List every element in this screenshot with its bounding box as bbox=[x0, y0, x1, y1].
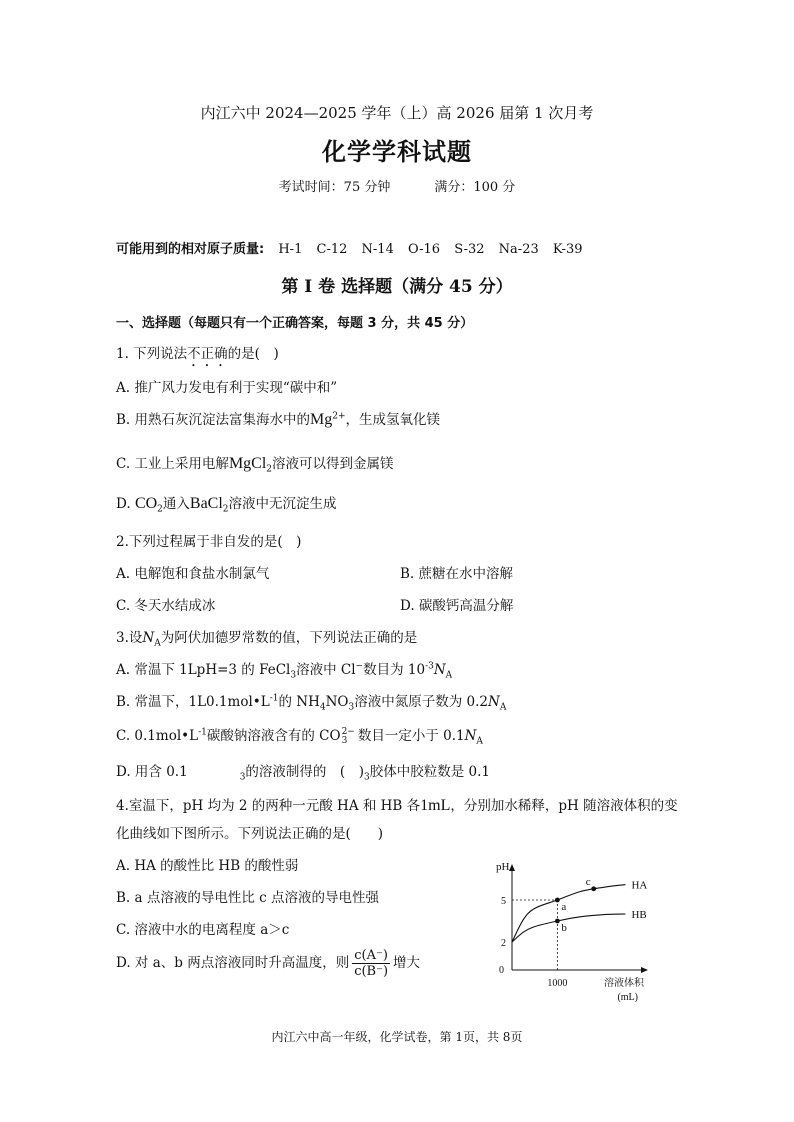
q3-option-b: B. 常温下，$1L0.1mol•L^{-1}$的 $NH_4NO_3$溶液中氮原子数为 $0.2N_A$ bbox=[116, 693, 507, 713]
y-tick-label: 5 bbox=[501, 896, 506, 907]
section-subtitle: 一、选择题（每题只有一个正确答案，每题 3 分，共 45 分） bbox=[116, 316, 474, 331]
q1-stem: 1. 下列说法不正确的是( ) bbox=[116, 346, 279, 362]
point-label-a: a bbox=[561, 901, 567, 913]
page-footer: 内江六中高一年级，化学试卷，第 1页，共 8页 bbox=[271, 1030, 523, 1044]
mass-item: S-32 bbox=[454, 242, 485, 257]
q2-option-c: C. 冬天水结成冰 bbox=[116, 598, 216, 614]
mass-item: N-14 bbox=[361, 242, 394, 257]
series-line-ha bbox=[512, 885, 625, 942]
chart-guides bbox=[512, 900, 557, 970]
q3-option-c: C. $0.1mol•L^{-1}$碳酸钠溶液含有的 CO 2− 3 数目一定小于 $0.1N_A$ bbox=[116, 726, 483, 747]
school-header: 内江六中 2024—2025 学年（上）高 2026 届第 1 次月考 bbox=[200, 104, 594, 122]
data-point-b bbox=[555, 919, 560, 924]
mass-item: K-39 bbox=[552, 242, 583, 257]
x-axis-label: 溶液体积 bbox=[604, 978, 644, 989]
q2-option-d: D. 碳酸钙高温分解 bbox=[400, 598, 514, 614]
q4-stem-line2: 化曲线如下图所示。下列说法正确的是( ) bbox=[116, 826, 384, 842]
q4-option-d: D. 对 a、b 两点溶液同时升高温度，则 $\frac{c(A^-)}{c(B^-)}$ 增大 bbox=[116, 948, 421, 979]
y-axis-label: pH bbox=[496, 861, 510, 873]
section-title: 第 Ⅰ 卷 选择题（满分 45 分） bbox=[281, 277, 513, 297]
page-title: 化学学科试题 bbox=[322, 137, 472, 166]
q1-option-c: C. 工业上采用电解MgCl$_2$溶液可以得到金属镁 bbox=[116, 455, 394, 475]
atomic-mass-label: 可能用到的相对原子质量: bbox=[116, 242, 265, 257]
exam-score: 满分：100 分 bbox=[434, 180, 516, 195]
y-axis-arrow bbox=[509, 864, 515, 871]
exam-time: 考试时间：75 分钟 bbox=[278, 180, 391, 195]
mass-item: H-1 bbox=[278, 242, 303, 257]
x-unit-label: (mL) bbox=[617, 992, 638, 1003]
q4-option-a: A. HA 的酸性比 HB 的酸性弱 bbox=[116, 858, 299, 874]
mass-item: O-16 bbox=[407, 242, 441, 257]
q2-stem: 2.下列过程属于非自发的是( ) bbox=[116, 534, 302, 550]
exam-info bbox=[0, 176, 794, 195]
series-line-hb bbox=[512, 914, 625, 942]
q1-option-a: A. 推广风力发电有利于实现“碳中和” bbox=[116, 380, 338, 396]
data-point-a bbox=[555, 898, 560, 903]
q1-option-b: B. 用熟石灰沉淀法富集海水中的$Mg^{2+}$，生成氢氧化镁 bbox=[116, 411, 441, 428]
q3-option-d: D. 用含 0.1 $_3$的溶液制得的 ( )$_3$胶体中胶粒数是 0.1 bbox=[116, 764, 490, 783]
y-tick-label: 2 bbox=[501, 938, 506, 949]
chart-labels bbox=[496, 861, 647, 1003]
mass-item: C-12 bbox=[316, 242, 348, 257]
atomic-mass-line bbox=[116, 238, 583, 257]
q4-option-b: B. a 点溶液的导电性比 c 点溶液的导电性强 bbox=[116, 890, 379, 906]
q4-option-c: C. 溶液中水的电离程度 a＞c bbox=[116, 922, 290, 938]
emphasis-text: 不正确 bbox=[187, 346, 228, 362]
q2-option-a: A. 电解饱和食盐水制氯气 bbox=[116, 566, 270, 582]
x-axis-arrow bbox=[641, 967, 648, 973]
q3-stem: 3.设$N_A$为阿伏加德罗常数的值，下列说法正确的是 bbox=[116, 630, 418, 649]
x-tick-label: 1000 bbox=[547, 978, 568, 989]
q1-option-d: D. $CO_2$通入BaCl$_2$溶液中无沉淀生成 bbox=[116, 495, 337, 515]
q2-option-b: B. 蔗糖在水中溶解 bbox=[400, 566, 514, 582]
q4-stem-line1: 4.室温下，pH 均为 2 的两种一元酸 HA 和 HB 各1mL，分别加水稀释，pH 随溶液体积的变 bbox=[116, 797, 678, 814]
chart-axes bbox=[509, 864, 648, 973]
origin-label: 0 bbox=[499, 965, 504, 976]
series-label-hb: HB bbox=[631, 909, 647, 921]
point-label-c: c bbox=[585, 875, 591, 888]
q3-option-a: A. 常温下 1LpH=3 的 FeCl$_3$溶液中 Cl−数目为 $10^{-3}N_A$ bbox=[116, 661, 453, 681]
data-point-c bbox=[591, 886, 596, 891]
chart-series bbox=[512, 885, 625, 942]
ph-dilution-chart bbox=[488, 856, 658, 1003]
ratio-fraction: $\frac{c(A^-)}{c(B^-)}$ bbox=[354, 948, 389, 979]
point-label-b: b bbox=[561, 922, 567, 934]
series-label-ha: HA bbox=[631, 879, 648, 892]
mass-item: Na-23 bbox=[498, 242, 539, 257]
